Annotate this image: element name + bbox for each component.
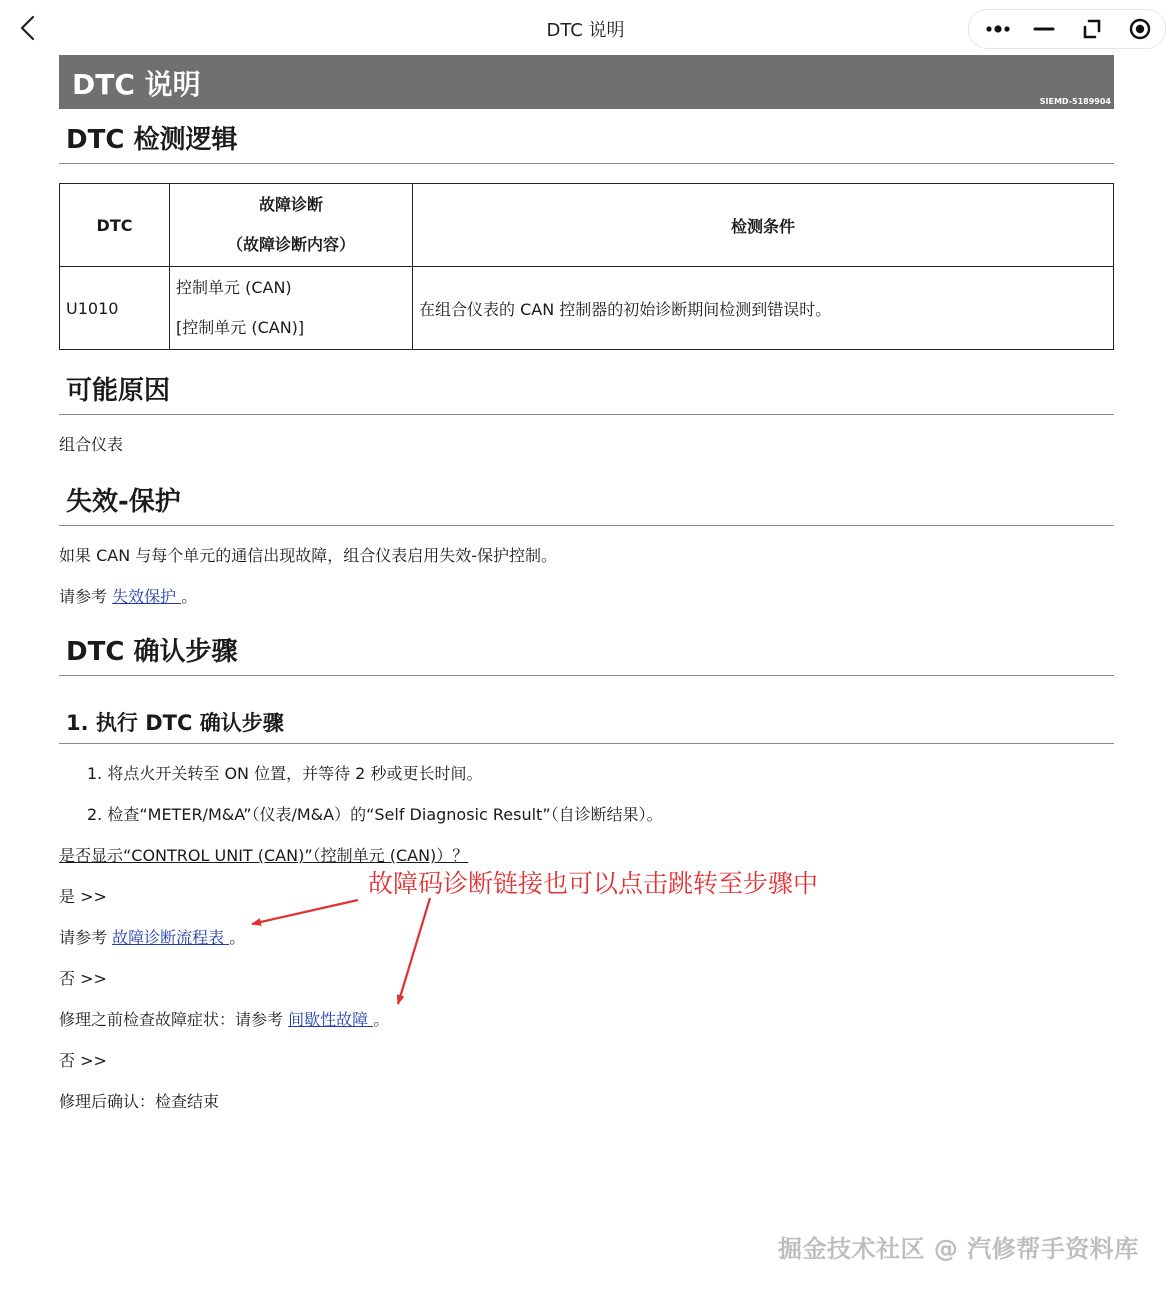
reference-suffix: 。 [181, 587, 198, 606]
step-item-2: 2. 检查“METER/M&A”（仪表/M&A）的“Self Diagnosic Result”（自诊断结果）。 [87, 805, 663, 824]
step-heading: 1. 执行 DTC 确认步骤 [59, 708, 1114, 744]
intermittent-fault-link[interactable]: 间歇性故障 [288, 1010, 374, 1029]
reference-suffix: 。 [373, 1010, 390, 1029]
fail-safe-link[interactable]: 失效保护 [112, 587, 182, 606]
col-header-condition: 检测条件 [413, 184, 1114, 267]
possible-cause-text: 组合仪表 [59, 435, 124, 454]
no-label-2: 否 >> [59, 1051, 107, 1070]
cell-diagnosis-line1: 控制单元 (CAN) [176, 278, 292, 297]
watermark: 掘金技术社区 @ 汽修帮手资料库 [778, 1235, 1139, 1263]
yes-label: 是 >> [59, 887, 107, 906]
cell-diagnosis-line2: [控制单元 (CAN)] [176, 318, 305, 337]
question-underlined: 是否显示“CONTROL UNIT (CAN)”（控制单元 (CAN)）？ [59, 846, 469, 865]
section-heading-possible-cause: 可能原因 [59, 374, 1114, 415]
section-heading-dtc-logic: DTC 检测逻辑 [59, 123, 1114, 164]
col-header-diagnosis-line2: （故障诊断内容） [226, 235, 355, 254]
troubleshooting-flow-link[interactable]: 故障诊断流程表 [112, 928, 230, 947]
document-code: SIEMD-5189904 [1039, 97, 1111, 106]
after-repair-text: 修理后确认：检查结束 [59, 1092, 220, 1111]
cell-condition: 在组合仪表的 CAN 控制器的初始诊断期间检测到错误时。 [413, 267, 1114, 350]
banner-title: DTC 说明 [72, 68, 201, 101]
col-header-diagnosis-line1: 故障诊断 [258, 195, 323, 214]
step-item-1: 1. 将点火开关转至 ON 位置，并等待 2 秒或更长时间。 [87, 764, 483, 783]
section-heading-confirm-procedure: DTC 确认步骤 [59, 635, 1114, 676]
annotation-text: 故障码诊断链接也可以点击跳转至步骤中 [368, 869, 819, 898]
section-heading-fail-safe: 失效-保护 [59, 485, 1114, 526]
page-title: DTC 说明 [546, 20, 625, 41]
reference-prefix: 请参考 [59, 928, 108, 947]
reference-suffix: 。 [229, 928, 246, 947]
col-header-dtc: DTC [60, 184, 170, 267]
no-label-1: 否 >> [59, 969, 107, 988]
reference-prefix: 请参考 [59, 587, 108, 606]
cell-dtc-code: U1010 [60, 267, 170, 350]
reference-prefix: 修理之前检查故障症状：请参考 [59, 1010, 284, 1029]
arrow-to-flow-link [252, 900, 358, 924]
arrow-to-intermittent-link [398, 898, 430, 1004]
fail-safe-text: 如果 CAN 与每个单元的通信出现故障，组合仪表启用失效-保护控制。 [59, 546, 558, 565]
